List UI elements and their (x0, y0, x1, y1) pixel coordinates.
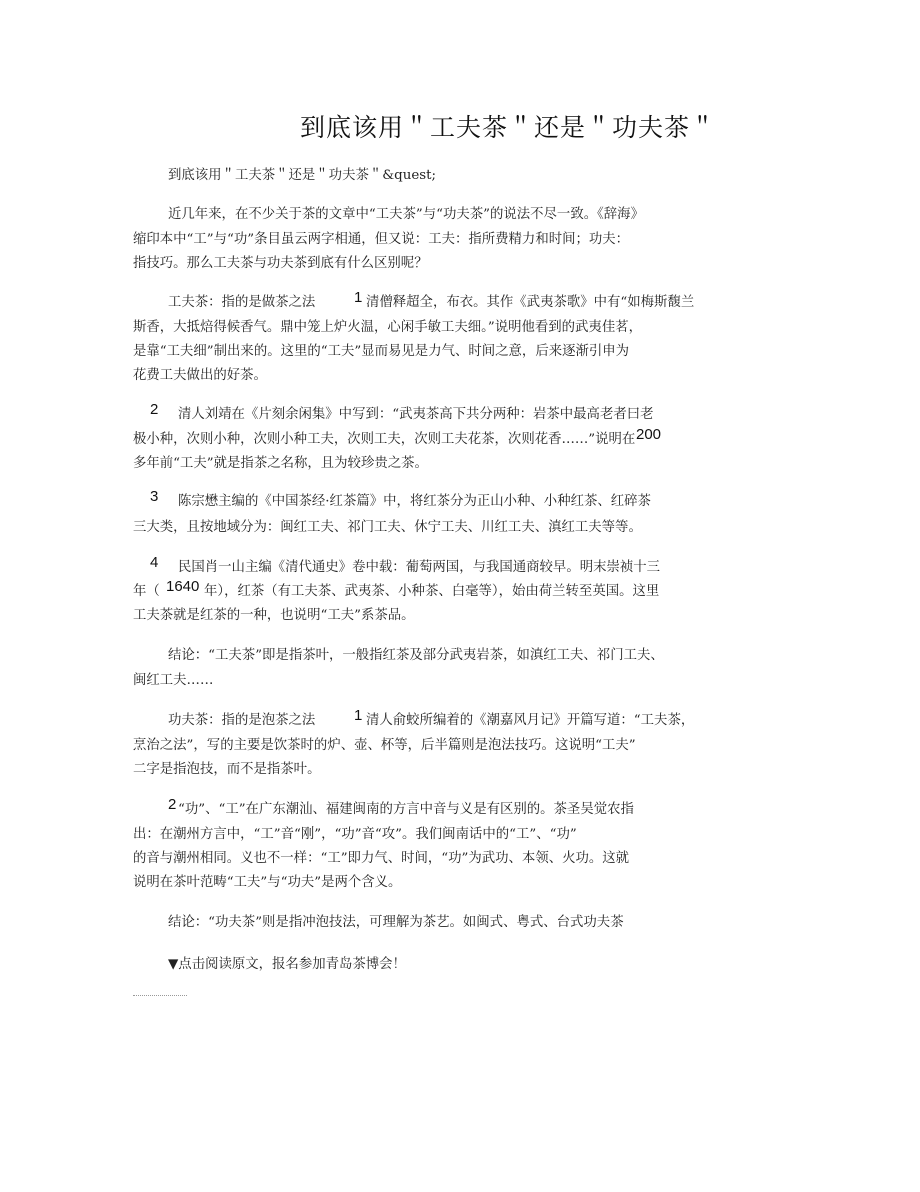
section-heading-kungfu: 功夫茶：指的是泡茶之法 (168, 713, 316, 728)
item-number: 1 (354, 289, 363, 306)
paragraph-line: 清人俞蛟所编着的《潮嘉风月记》开篇写道：“工夫茶， (366, 713, 695, 728)
intro-line: 缩印本中“工”与“功”条目虽云两字相通，但又说：工夫：指所费精力和时间；功夫： (133, 232, 630, 247)
paragraph-line: 的音与潮州相同。义也不一样：“工”即力气、时间，“功”为武功、本领、火功。这就 (133, 851, 630, 866)
paragraph-line: 三大类，且按地域分为：闽红工夫、祁门工夫、休宁工夫、川红工夫、滇红工夫等等。 (133, 520, 642, 535)
paragraph-line: 斯香，大抵焙得候香气。鼎中笼上炉火温，心闲手敏工夫细。”说明他看到的武夷佳茗， (133, 320, 642, 335)
paragraph-line: 清僧释超全，布衣。其作《武夷茶歌》中有“如梅斯馥兰 (366, 295, 695, 310)
conclusion-line: 闽红工夫…… (133, 673, 214, 688)
document-title: 到底该用＂工夫茶＂还是＂功夫茶＂ (300, 113, 717, 142)
paragraph-line: 说明在茶叶范畴“工夫”与“功夫”是两个含义。 (133, 875, 402, 890)
intro-line: 指技巧。那么工夫茶与功夫茶到底有什么区别呢？ (133, 256, 428, 271)
paragraph-line: 极小种，次则小种，次则小种工夫，次则工夫，次则工夫花茶，次则花香……”说明在 (133, 432, 636, 447)
item-number: 2 (150, 401, 159, 418)
paragraph-line: “功”、“工”在广东潮汕、福建闽南的方言中音与义是有区别的。茶圣吴觉农指 (178, 802, 634, 817)
paragraph-line: 民国肖一山主编《清代通史》卷中载：葡萄两国，与我国通商较早。明末崇祯十三 (178, 560, 661, 575)
divider (133, 995, 187, 996)
item-number: 4 (150, 554, 159, 571)
paragraph-line: 烹治之法”，写的主要是饮茶时的炉、壶、杯等，后半篇则是泡法技巧。这说明“工夫” (133, 738, 636, 753)
item-number: 3 (150, 488, 159, 505)
item-number: 1 (354, 707, 363, 724)
paragraph-line: 工夫茶就是红茶的一种，也说明“工夫”系茶品。 (133, 608, 415, 623)
paragraph-line: 年），红茶（有工夫茶、武夷茶、小种茶、白毫等），始由荷兰转至英国。这里 (204, 584, 660, 599)
paragraph-line: 年（ (133, 584, 160, 599)
read-original-link[interactable]: ▼点击阅读原文，报名参加青岛茶博会！ (168, 957, 406, 972)
conclusion-line: 结论：“工夫茶”即是指茶叶，一般指红茶及部分武夷岩茶，如滇红工夫、祁门工夫、 (168, 648, 664, 663)
paragraph-line: 花费工夫做出的好茶。 (133, 368, 267, 383)
paragraph-line: 清人刘靖在《片刻余闲集》中写到：“武夷茶高下共分两种：岩茶中最高老者曰老 (178, 407, 654, 422)
paragraph-line: 是靠“工夫细”制出来的。这里的“工夫”显而易见是力气、时间之意，后来逐渐引申为 (133, 344, 630, 359)
section-heading-gongfu: 工夫茶：指的是做茶之法 (168, 295, 316, 310)
inline-number: 200 (636, 426, 662, 443)
paragraph-line: 二字是指泡技，而不是指茶叶。 (133, 762, 321, 777)
inline-number: 1640 (166, 578, 200, 595)
paragraph-line: 出：在潮州方言中，“工”音“刚”，“功”音“攻”。我们闽南话中的“工”、“功” (133, 827, 577, 842)
conclusion-line: 结论：“功夫茶”则是指冲泡技法，可理解为茶艺。如闽式、粤式、台式功夫茶 (168, 915, 624, 930)
paragraph-line: 多年前“工夫”就是指茶之名称，且为较珍贵之茶。 (133, 456, 428, 471)
paragraph-line: 陈宗懋主编的《中国茶经·红茶篇》中，将红茶分为正山小种、小种红茶、红碎茶 (178, 494, 651, 509)
subtitle: 到底该用＂工夫茶＂还是＂功夫茶＂&quest; (168, 168, 437, 183)
item-number: 2 (168, 796, 177, 813)
intro-line: 近几年来，在不少关于茶的文章中“工夫茶”与“功夫茶”的说法不尽一致。《辞海》 (168, 207, 644, 222)
